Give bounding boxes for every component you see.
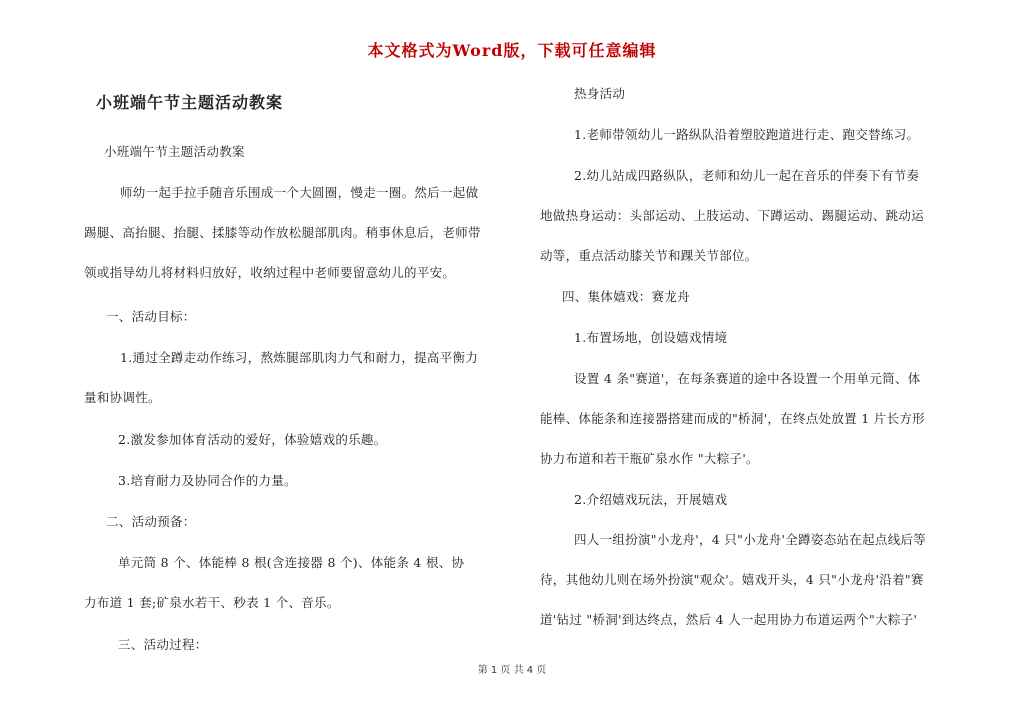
paragraph xyxy=(540,74,952,114)
text-line: 四人一组扮演"小龙舟'，4 只"小龙舟'全蹲姿态站在起点线后等 xyxy=(574,532,927,547)
banner: 本文格式为Word版，下载可任意编辑 xyxy=(367,41,657,60)
text-line: 热身活动 xyxy=(574,86,626,101)
text-line: 力布道 1 套;矿泉水若干、秒表 1 个、音乐。 xyxy=(84,595,340,610)
paragraph xyxy=(540,520,952,640)
text-line: 三、活动过程： xyxy=(118,637,208,652)
paragraph xyxy=(84,461,506,501)
text-line: 1.布置场地，创设嬉戏情境 xyxy=(574,330,728,345)
paragraph xyxy=(84,338,506,418)
text-line: 2.幼儿站成四路纵队，老师和幼儿一起在音乐的伴奏下有节奏 xyxy=(574,168,920,183)
text-line: 量和协调性。 xyxy=(84,390,161,405)
paragraph xyxy=(84,502,506,542)
text-line: 二、活动预备： xyxy=(106,514,196,529)
paragraph xyxy=(540,318,952,358)
text-line: 1.通过全蹲走动作练习，熬炼腿部肌肉力气和耐力，提高平衡力 xyxy=(120,350,479,365)
paragraph xyxy=(540,480,952,520)
paragraph xyxy=(84,543,506,623)
paragraph xyxy=(84,173,506,293)
paragraph xyxy=(84,132,506,172)
text-line: 道'钻过 "桥洞'到达终点，然后 4 人一起用协力布道运两个"大粽子' xyxy=(540,612,918,627)
text-line: 1.老师带领幼儿一路纵队沿着塑胶跑道进行走、跑交替练习。 xyxy=(574,127,920,142)
paragraph xyxy=(540,156,952,276)
text-line: 单元筒 8 个、体能棒 8 根(含连接器 8 个)、体能条 4 根、协 xyxy=(118,555,465,570)
text-line: 踢腿、高抬腿、抬腿、揉膝等动作放松腿部肌肉。稍事休息后，老师带 xyxy=(84,225,481,240)
text-line: 2.介绍嬉戏玩法，开展嬉戏 xyxy=(574,492,728,507)
left-column xyxy=(84,0,506,650)
text-line: 3.培育耐力及协同合作的力量。 xyxy=(118,473,297,488)
paragraph xyxy=(540,277,952,317)
paragraph xyxy=(84,297,506,337)
text-line: 一、活动目标： xyxy=(106,309,196,324)
page-footer: 第 1 页 共 4 页 xyxy=(477,665,547,676)
paragraph xyxy=(84,420,506,460)
right-column xyxy=(540,0,952,650)
text-line: 动等，重点活动膝关节和踝关节部位。 xyxy=(540,248,758,263)
text-line: 2.激发参加体育活动的爱好，体验嬉戏的乐趣。 xyxy=(118,432,387,447)
text-line: 四、集体嬉戏：赛龙舟 xyxy=(562,289,691,304)
text-line: 地做热身运动：头部运动、上肢运动、下蹲运动、踢腿运动、跳动运 xyxy=(540,208,925,223)
text-line: 协力布道和若干瓶矿泉水作 "大粽子'。 xyxy=(540,451,759,466)
text-line: 设置 4 条"赛道'，在每条赛道的途中各设置一个用单元筒、体 xyxy=(574,371,921,386)
text-line: 小班端午节主题活动教案 xyxy=(104,144,245,159)
paragraph xyxy=(540,115,952,155)
document-title: 小班端午节主题活动教案 xyxy=(96,93,284,112)
text-line: 待，其他幼儿则在场外扮演"观众'。嬉戏开头，4 只"小龙舟'沿着"赛 xyxy=(540,572,924,587)
text-line: 能棒、体能条和连接器搭建而成的"桥洞'，在终点处放置 1 片长方形 xyxy=(540,411,925,426)
paragraph xyxy=(84,625,506,665)
text-line: 师幼一起手拉手随音乐围成一个大圆圈，慢走一圈。然后一起做 xyxy=(120,185,479,200)
text-line: 领或指导幼儿将材料归放好，收纳过程中老师要留意幼儿的平安。 xyxy=(84,265,456,280)
paragraph xyxy=(540,359,952,479)
